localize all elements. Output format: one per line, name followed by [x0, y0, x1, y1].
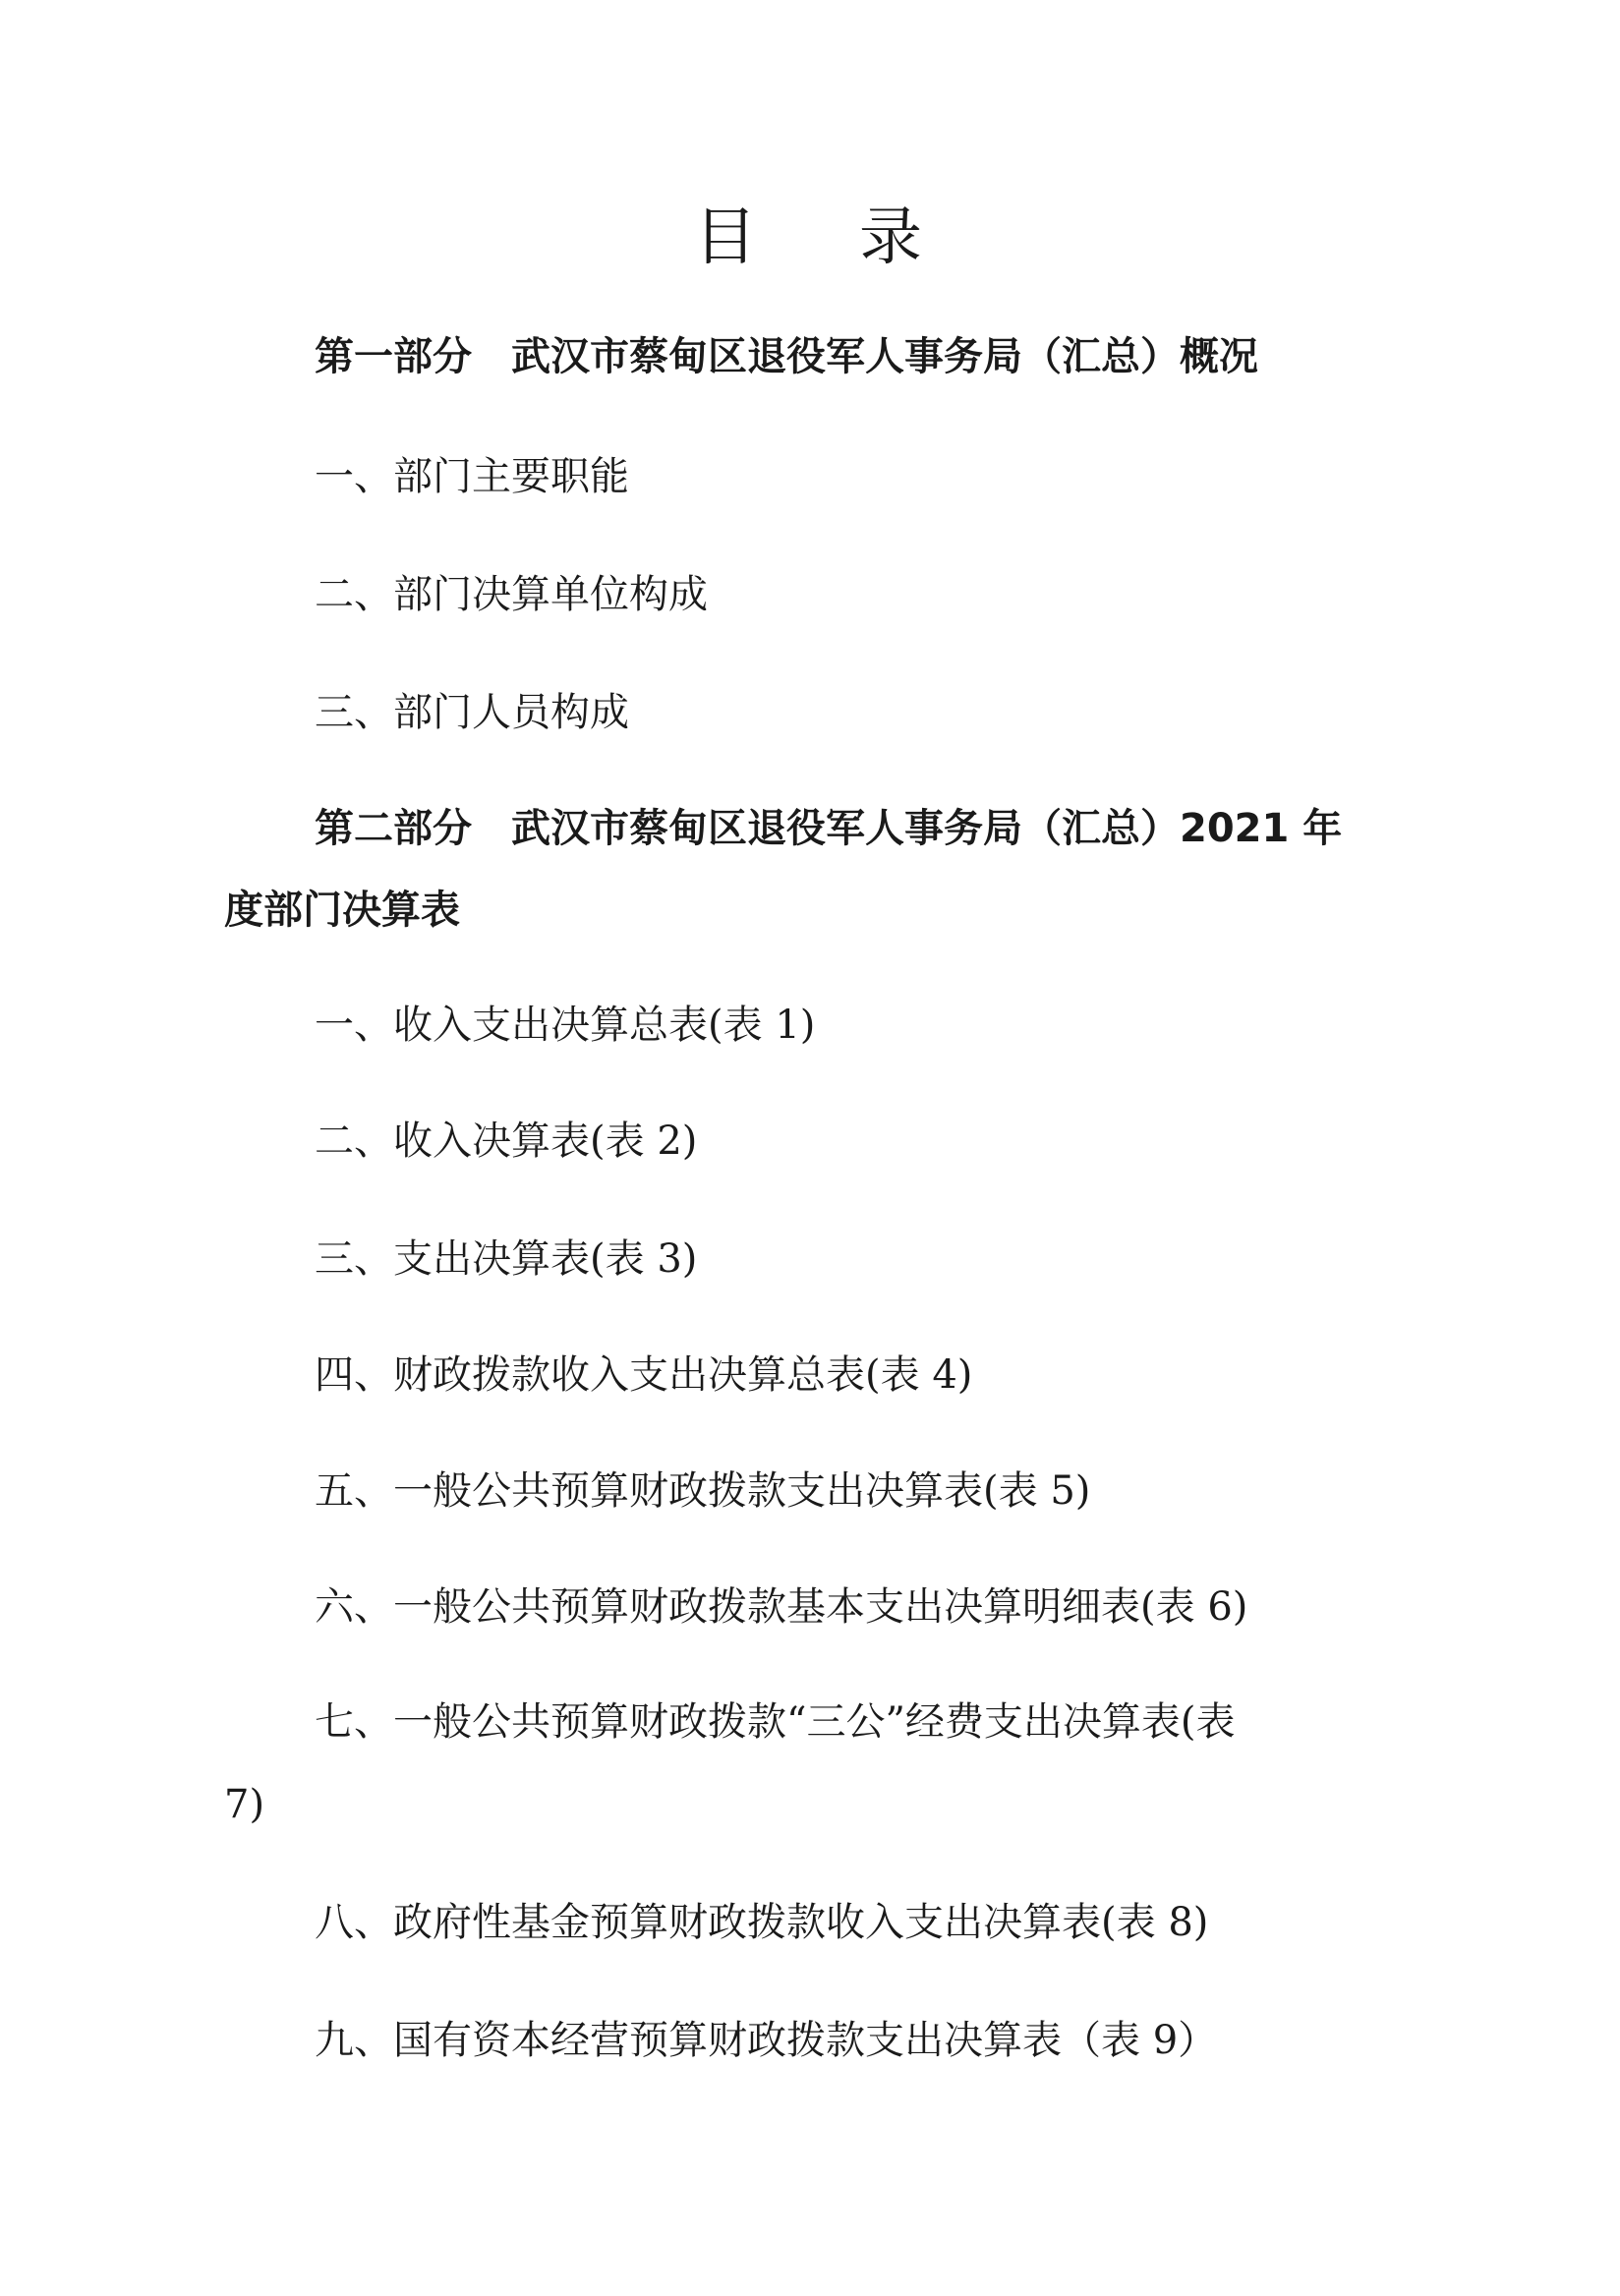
toc-item-part1-3[interactable]: 三、部门人员构成 — [315, 690, 629, 735]
title-char-2: 录 — [859, 201, 926, 274]
part1-heading — [315, 329, 1258, 384]
toc-item-table-4[interactable]: 四、财政拨款收入支出决算总表(表 4) — [315, 1352, 973, 1398]
part2-heading-cont: 度部门决算表 — [224, 888, 460, 933]
toc-item-table-2[interactable]: 二、收入决算表(表 2) — [315, 1119, 698, 1164]
title-char-1: 目 — [694, 201, 761, 274]
part2-text: 武汉市蔡甸区退役军人事务局（汇总）2021 年 — [511, 806, 1343, 851]
page-title — [0, 187, 1620, 277]
toc-item-table-6[interactable]: 六、一般公共预算财政拨款基本支出决算明细表(表 6) — [315, 1584, 1248, 1630]
toc-item-table-5[interactable]: 五、一般公共预算财政拨款支出决算表(表 5) — [315, 1468, 1091, 1514]
toc-item-table-3[interactable]: 三、支出决算表(表 3) — [315, 1236, 698, 1282]
toc-item-table-8[interactable]: 八、政府性基金预算财政拨款收入支出决算表(表 8) — [315, 1900, 1209, 1945]
toc-item-part1-1[interactable]: 一、部门主要职能 — [315, 454, 629, 499]
toc-item-table-7[interactable]: 七、一般公共预算财政拨款“三公”经费支出决算表(表 — [315, 1699, 1236, 1745]
part2-heading — [315, 801, 1342, 856]
part2-label: 第二部分 — [315, 806, 472, 851]
toc-item-table-7-cont[interactable]: 7) — [224, 1782, 265, 1827]
part1-label: 第一部分 — [315, 334, 472, 379]
toc-item-part1-2[interactable]: 二、部门决算单位构成 — [315, 572, 708, 617]
part1-text: 武汉市蔡甸区退役军人事务局（汇总）概况 — [511, 334, 1258, 379]
toc-item-table-9[interactable]: 九、国有资本经营预算财政拨款支出决算表（表 9） — [315, 2018, 1218, 2063]
toc-item-table-1[interactable]: 一、收入支出决算总表(表 1) — [315, 1003, 816, 1048]
